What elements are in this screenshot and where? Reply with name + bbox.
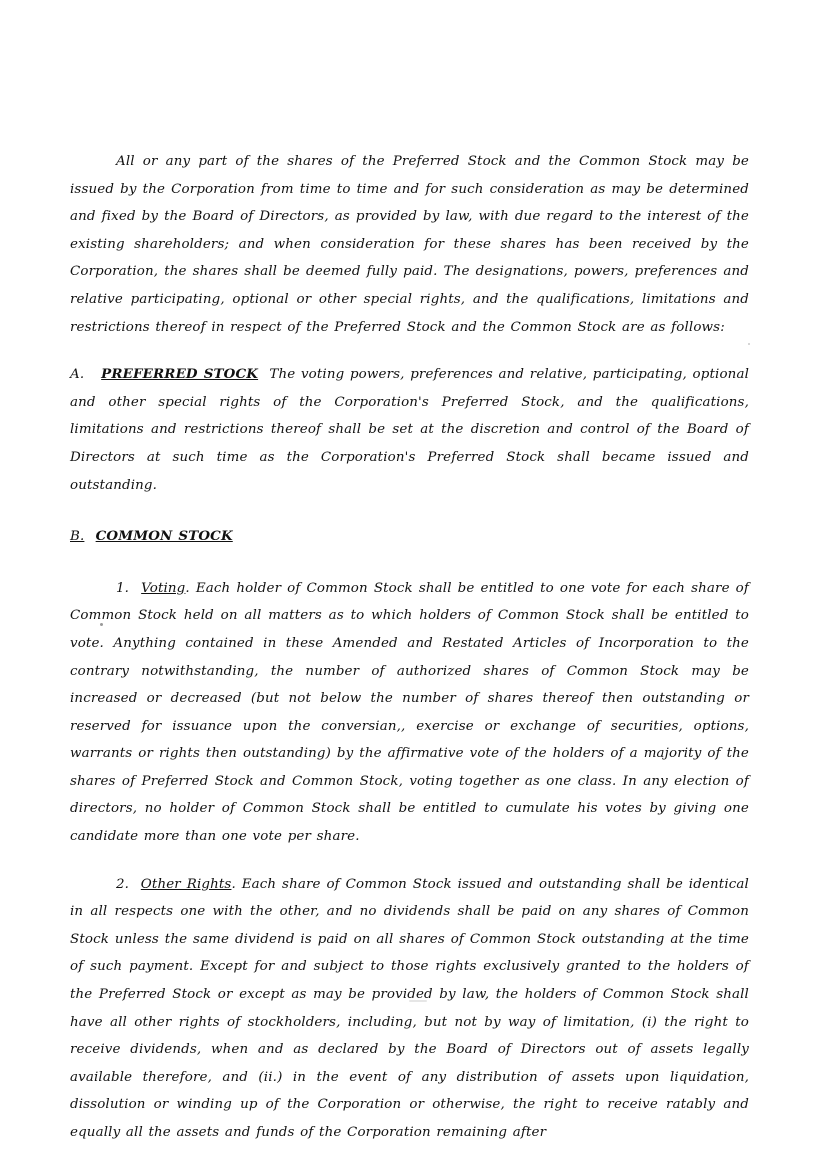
section-b-heading-line	[70, 523, 749, 551]
subsection-1-title: Voting	[141, 580, 186, 596]
section-b-heading: COMMON STOCK	[95, 528, 233, 545]
paragraph-spacer	[70, 851, 749, 871]
paragraph-intro: All or any part of the shares of the Preferred Stock and the Common Stock may be issued by the Corporation from time to time and for such consideration as may be determined and fixed by the Board of Directors, as provided by law, with due regard to the interest of the existing shareholders; and when consideration for these shares has been received by the Corporation, the shares shall be deemed fully paid. The designations, powers, preferences and relative participating, optional or other special rights, and the qualifications, limitations and restrictions thereof in respect of the Preferred Stock and the Common Stock are as follows:	[70, 154, 749, 335]
subsection-2-title: Other Rights	[140, 876, 232, 892]
paragraph-spacer	[70, 499, 749, 523]
paragraph-spacer	[70, 341, 749, 361]
section-a-paragraph	[70, 361, 749, 499]
scan-speck	[748, 343, 750, 345]
section-a-label: A.	[70, 367, 85, 383]
subsection-2-number: 2.	[116, 876, 130, 892]
section-a-heading: PREFERRED STOCK	[101, 366, 259, 383]
scan-speck	[100, 623, 103, 626]
section-a-text: The voting powers, preferences and relative, participating, optional and other special rights of the Corporation's Preferred Stock, and the qualifications, limitations and restrictions thereof shall be set at the discretion and control of the Board of Directors at such time as the Corporation's Preferred Stock shall became issued and outstanding.	[70, 367, 750, 493]
subsection-voting	[70, 575, 749, 851]
scan-speck	[409, 1000, 427, 1002]
subsection-2-text: . Each share of Common Stock issued and outstanding shall be identical in all respects one with the other, and no dividends shall be paid on any shares of Common Stock unless the same dividend is paid on all shares of Common Stock outstanding at the time of such payment. Except for and subject to those rights exclusively granted to the holders of the Preferred Stock or except as may be provided by law, the holders of Common Stock shall have all other rights of stockholders, including, but not by way of limitation, (i) the right to receive dividends, when and as declared by the Board of Directors out of assets legally available therefore, and (ii.) in the event of any distribution of assets upon liquidation, dissolution or winding up of the Corporation or otherwise, the right to receive ratably and equally all the assets and funds of the Corporation remaining after	[70, 876, 749, 1140]
subsection-1-text: . Each holder of Common Stock shall be entitled to one vote for each share of Common Stock held on all matters as to which holders of Common Stock shall be entitled to vote. Anything contained in these Amended and Restated Articles of Incorporation to the contrary notwithstanding, the number of authorized shares of Common Stock may be increased or decreased (but not below the number of shares thereof then outstanding or reserved for issuance upon the conversian,, exercise or exchange of securities, options, warrants or rights then outstanding) by the affirmative vote of the holders of a majority of the shares of Preferred Stock and Common Stock, voting together as one class. In any election of directors, no holder of Common Stock shall be entitled to cumulate his votes by giving one candidate more than one vote per share.	[70, 580, 749, 845]
subsection-other-rights	[70, 871, 749, 1147]
section-b-label: B.	[70, 529, 85, 545]
paragraph-spacer	[70, 551, 749, 575]
document-text-body	[70, 148, 749, 1147]
subsection-1-number: 1.	[116, 580, 130, 596]
